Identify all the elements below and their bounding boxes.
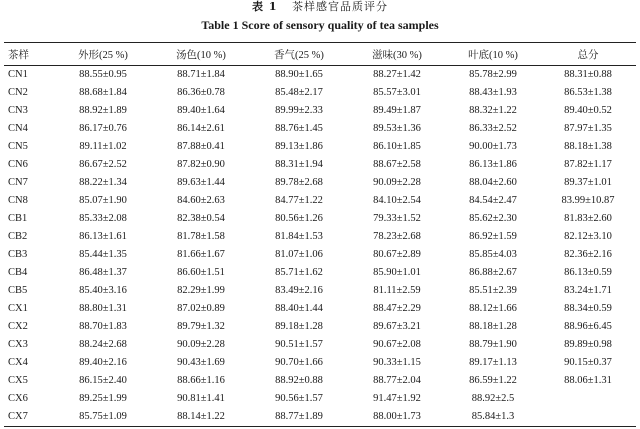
score-cell: 88.79±1.90	[469, 339, 517, 350]
sample-id-cell: CN1	[8, 69, 28, 80]
score-cell: 85.44±1.35	[79, 249, 127, 260]
table-caption-cn-label: 表 1	[252, 0, 278, 13]
score-cell: 90.81±1.41	[177, 393, 225, 404]
score-cell: 86.59±1.22	[469, 375, 517, 386]
score-cell: 89.17±1.13	[469, 357, 517, 368]
score-cell: 89.40±2.16	[79, 357, 127, 368]
score-cell: 89.49±1.87	[373, 105, 421, 116]
sample-id-cell: CB3	[8, 249, 28, 260]
score-cell: 85.78±2.99	[469, 69, 517, 80]
score-cell: 84.77±1.22	[275, 195, 323, 206]
score-cell: 88.18±1.28	[469, 321, 517, 332]
score-cell: 89.78±2.68	[275, 177, 323, 188]
score-cell: 88.00±1.73	[373, 411, 421, 422]
column-header: 外形(25 %)	[78, 49, 128, 61]
table-row	[4, 174, 636, 192]
score-cell: 88.80±1.31	[79, 303, 127, 314]
score-cell: 84.54±2.47	[469, 195, 517, 206]
score-cell: 88.92±0.88	[275, 375, 323, 386]
column-header: 滋味(30 %)	[372, 49, 422, 61]
score-cell: 88.06±1.31	[564, 375, 612, 386]
score-cell: 89.79±1.32	[177, 321, 225, 332]
score-cell: 85.07±1.90	[79, 195, 127, 206]
sample-id-cell: CX7	[8, 411, 28, 422]
sample-id-cell: CN8	[8, 195, 28, 206]
score-cell: 88.04±2.60	[469, 177, 517, 188]
table-row	[4, 120, 636, 138]
score-cell: 81.83±2.60	[564, 213, 612, 224]
table-row	[4, 210, 636, 228]
table-header-row	[4, 43, 636, 66]
score-cell: 88.12±1.66	[469, 303, 517, 314]
score-cell: 81.84±1.53	[275, 231, 323, 242]
score-cell: 82.36±2.16	[564, 249, 612, 260]
score-cell: 86.67±2.52	[79, 159, 127, 170]
score-cell: 78.23±2.68	[373, 231, 421, 242]
score-cell: 83.49±2.16	[275, 285, 323, 296]
score-cell	[540, 408, 636, 427]
sample-id-cell: CX5	[8, 375, 28, 386]
score-cell: 85.40±3.16	[79, 285, 127, 296]
score-cell: 88.71±1.84	[177, 69, 225, 80]
score-cell: 88.66±1.16	[177, 375, 225, 386]
score-cell: 88.27±1.42	[373, 69, 421, 80]
score-cell: 88.40±1.44	[275, 303, 323, 314]
table-row	[4, 102, 636, 120]
score-cell: 85.57±3.01	[373, 87, 421, 98]
score-cell: 90.70±1.66	[275, 357, 323, 368]
score-cell: 83.24±1.71	[564, 285, 612, 296]
sample-id-cell: CN3	[8, 105, 28, 116]
score-cell: 90.67±2.08	[373, 339, 421, 350]
score-cell: 85.33±2.08	[79, 213, 127, 224]
table-row	[4, 390, 636, 408]
score-cell: 86.33±2.52	[469, 123, 517, 134]
score-cell: 90.43±1.69	[177, 357, 225, 368]
sample-id-cell: CX2	[8, 321, 28, 332]
sample-id-cell: CX4	[8, 357, 28, 368]
sample-id-cell: CB5	[8, 285, 28, 296]
score-cell: 83.99±10.87	[561, 195, 615, 206]
sample-id-cell: CN6	[8, 159, 28, 170]
score-cell: 88.92±1.89	[79, 105, 127, 116]
table-row	[4, 246, 636, 264]
column-header: 汤色(10 %)	[176, 49, 226, 61]
table-row	[4, 354, 636, 372]
score-cell: 86.13±0.59	[564, 267, 612, 278]
score-cell: 88.90±1.65	[275, 69, 323, 80]
table-caption-cn-title: 茶样感官品质评分	[291, 0, 388, 13]
table-row	[4, 192, 636, 210]
score-cell: 88.96±6.45	[564, 321, 612, 332]
table-row	[4, 228, 636, 246]
score-cell: 89.18±1.28	[275, 321, 323, 332]
score-cell: 90.00±1.73	[469, 141, 517, 152]
score-cell: 82.38±0.54	[177, 213, 225, 224]
score-cell: 88.18±1.38	[564, 141, 612, 152]
column-header: 总分	[577, 49, 599, 61]
score-cell: 85.75±1.09	[79, 411, 127, 422]
score-cell: 86.17±0.76	[79, 123, 127, 134]
score-cell: 88.22±1.34	[79, 177, 127, 188]
score-cell: 88.92±2.5	[471, 393, 515, 404]
table-body	[4, 66, 636, 427]
score-cell: 89.63±1.44	[177, 177, 225, 188]
column-header: 叶底(10 %)	[468, 49, 518, 61]
score-cell: 86.92±1.59	[469, 231, 517, 242]
score-cell: 86.15±2.40	[79, 375, 127, 386]
score-cell: 90.56±1.57	[275, 393, 323, 404]
score-cell: 87.88±0.41	[177, 141, 225, 152]
score-cell: 82.12±3.10	[564, 231, 612, 242]
score-cell: 86.14±2.61	[177, 123, 225, 134]
table-row	[4, 408, 636, 427]
score-cell: 90.09±2.28	[177, 339, 225, 350]
score-cell: 81.07±1.06	[275, 249, 323, 260]
score-cell: 86.36±0.78	[177, 87, 225, 98]
score-cell: 88.70±1.83	[79, 321, 127, 332]
score-cell: 88.47±2.29	[373, 303, 421, 314]
score-cell: 81.11±2.59	[373, 285, 421, 296]
table-row	[4, 336, 636, 354]
score-cell: 87.02±0.89	[177, 303, 225, 314]
table-row	[4, 156, 636, 174]
score-cell: 88.67±2.58	[373, 159, 421, 170]
score-cell: 88.68±1.84	[79, 87, 127, 98]
table-caption-cn	[4, 0, 636, 14]
score-cell: 85.90±1.01	[373, 267, 421, 278]
score-cell: 87.82±1.17	[564, 159, 612, 170]
sample-id-cell: CX1	[8, 303, 28, 314]
score-cell: 90.09±2.28	[373, 177, 421, 188]
sample-id-cell: CX6	[8, 393, 28, 404]
sample-id-cell: CX3	[8, 339, 28, 350]
sample-id-cell: CB1	[8, 213, 28, 224]
score-cell: 88.76±1.45	[275, 123, 323, 134]
score-cell: 89.40±0.52	[564, 105, 612, 116]
score-cell: 85.51±2.39	[469, 285, 517, 296]
table-row	[4, 372, 636, 390]
score-cell: 85.62±2.30	[469, 213, 517, 224]
score-cell: 89.99±2.33	[275, 105, 323, 116]
score-cell: 88.55±0.95	[79, 69, 127, 80]
table-row	[4, 138, 636, 156]
score-cell: 86.10±1.85	[373, 141, 421, 152]
score-cell: 88.31±1.94	[275, 159, 323, 170]
sample-id-cell: CB2	[8, 231, 28, 242]
score-cell: 86.13±1.86	[469, 159, 517, 170]
score-cell: 86.48±1.37	[79, 267, 127, 278]
sample-id-cell: CN4	[8, 123, 28, 134]
score-cell: 84.10±2.54	[373, 195, 421, 206]
sensory-score-table	[4, 42, 636, 427]
score-cell: 85.48±2.17	[275, 87, 323, 98]
score-cell: 80.56±1.26	[275, 213, 323, 224]
score-cell: 86.88±2.67	[469, 267, 517, 278]
score-cell: 85.71±1.62	[275, 267, 323, 278]
score-cell: 89.11±1.02	[79, 141, 127, 152]
score-cell: 86.53±1.38	[564, 87, 612, 98]
score-cell: 88.32±1.22	[469, 105, 517, 116]
score-cell: 90.33±1.15	[373, 357, 421, 368]
table-row	[4, 66, 636, 85]
score-cell: 87.82±0.90	[177, 159, 225, 170]
score-cell: 88.77±1.89	[275, 411, 323, 422]
score-cell: 88.14±1.22	[177, 411, 225, 422]
column-header: 茶样	[8, 49, 29, 61]
score-cell: 90.15±0.37	[564, 357, 612, 368]
score-cell: 88.31±0.88	[564, 69, 612, 80]
score-cell: 89.89±0.98	[564, 339, 612, 350]
score-cell: 89.37±1.01	[564, 177, 612, 188]
table-row	[4, 318, 636, 336]
table-row	[4, 282, 636, 300]
score-cell: 90.51±1.57	[275, 339, 323, 350]
column-header: 香气(25 %)	[274, 49, 324, 61]
table-row	[4, 84, 636, 102]
score-cell: 88.24±2.68	[79, 339, 127, 350]
score-cell: 89.25±1.99	[79, 393, 127, 404]
score-cell: 89.13±1.86	[275, 141, 323, 152]
score-cell: 89.40±1.64	[177, 105, 225, 116]
sample-id-cell: CN7	[8, 177, 28, 188]
score-cell: 80.67±2.89	[373, 249, 421, 260]
sample-id-cell: CN2	[8, 87, 28, 98]
score-cell: 86.60±1.51	[177, 267, 225, 278]
score-cell: 88.77±2.04	[373, 375, 421, 386]
sample-id-cell: CN5	[8, 141, 28, 152]
score-cell	[540, 390, 636, 408]
sample-id-cell: CB4	[8, 267, 28, 278]
table-row	[4, 264, 636, 282]
score-cell: 89.53±1.36	[373, 123, 421, 134]
table-caption-en: Table 1 Score of sensory quality of tea samples	[201, 18, 439, 32]
table-row	[4, 300, 636, 318]
score-cell: 88.34±0.59	[564, 303, 612, 314]
score-cell: 85.85±4.03	[469, 249, 517, 260]
score-cell: 85.84±1.3	[471, 411, 515, 422]
score-cell: 87.97±1.35	[564, 123, 612, 134]
score-cell: 81.66±1.67	[177, 249, 225, 260]
score-cell: 82.29±1.99	[177, 285, 225, 296]
score-cell: 86.13±1.61	[79, 231, 127, 242]
score-cell: 91.47±1.92	[373, 393, 421, 404]
score-cell: 89.67±3.21	[373, 321, 421, 332]
score-cell: 79.33±1.52	[373, 213, 421, 224]
score-cell: 88.43±1.93	[469, 87, 517, 98]
score-cell: 81.78±1.58	[177, 231, 225, 242]
score-cell: 84.60±2.63	[177, 195, 225, 206]
